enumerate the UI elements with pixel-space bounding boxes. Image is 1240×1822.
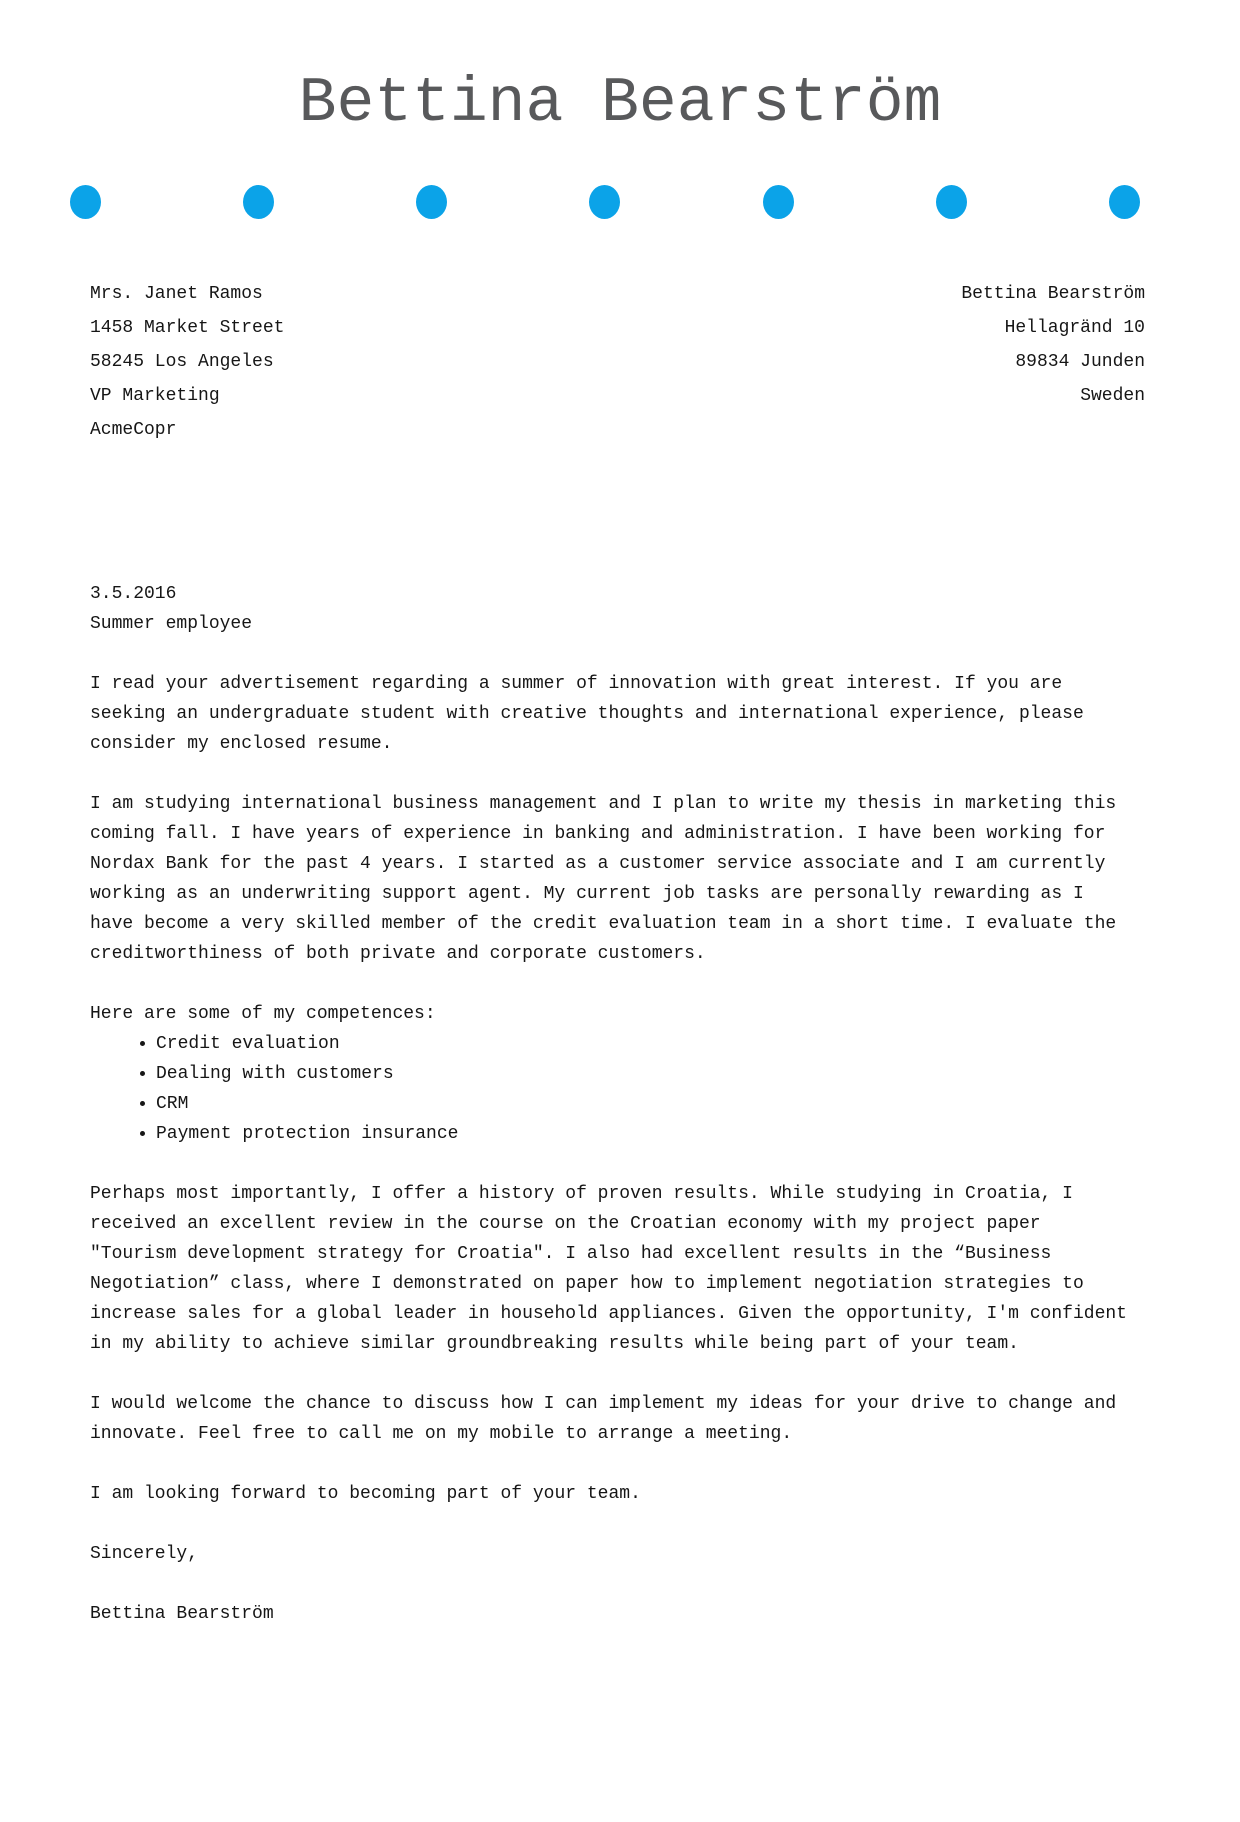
competence-item: • Credit evaluation [156,1029,1134,1059]
accent-dot [589,185,620,219]
letter-subject: Summer employee [90,614,253,634]
letter-paragraph: I read your advertisement regarding a summer of innovation with great interest. If you are seeking an undergraduate student with creative thoughts and international experience, please consider my enclosed resume. [90,674,1084,754]
competences-list [90,1029,1134,1149]
recipient-address [90,277,284,447]
page-title: Bettina Bearström [298,68,942,139]
sender-line: Hellagränd 10 [1004,318,1145,338]
accent-dot [243,185,274,219]
letter-paragraph: Perhaps most importantly, I offer a history of proven results. While studying in Croatia, I received an excellent review in the course on the Croatian economy with my project paper "Tourism development strategy for Croatia". I also had excellent results in the “Business Negotiation” class, where I demonstrated on paper how to implement negotiation strategies to increase sales for a global leader in household appliances. Given the opportunity, I'm confident in my ability to achieve similar groundbreaking results while being part of your team. [90,1184,1127,1354]
accent-dot [936,185,967,219]
letter-signoff: Sincerely, [90,1544,199,1564]
sender-line: Sweden [1080,386,1145,406]
accent-dot [1109,185,1140,219]
accent-dot [70,185,101,219]
letter-paragraph: I am studying international business management and I plan to write my thesis in marketing this coming fall. I have years of experience in banking and administration. I have been working for Nordax Bank for the past 4 years. I started as a customer service associate and I am currently working as an underwriting support agent. My current job tasks are personally rewarding as I have become a very skilled member of the credit evaluation team in a short time. I evaluate the creditworthiness of both private and corporate customers. [90,794,1117,964]
letter-date: 3.5.2016 [90,584,177,604]
recipient-line: VP Marketing [90,386,220,406]
sender-line: 89834 Junden [1015,352,1145,372]
competence-item: • Payment protection insurance [156,1119,1134,1149]
date-block [90,579,1134,639]
accent-dot [416,185,447,219]
cover-letter-page [0,68,1240,1822]
competences-intro: Here are some of my competences: [90,1004,436,1024]
sender-address [961,277,1145,447]
recipient-line: AcmeCopr [90,420,177,440]
dot-divider [70,185,1140,219]
letter-paragraph: I would welcome the chance to discuss how I can implement my ideas for your drive to change and innovate. Feel free to call me on my mobile to arrange a meeting. [90,1394,1117,1444]
competence-item: • CRM [156,1089,1134,1119]
letter-signature: Bettina Bearström [90,1604,274,1624]
accent-dot [763,185,794,219]
recipient-line: Mrs. Janet Ramos [90,284,263,304]
letter-body [90,579,1134,1629]
competence-item: • Dealing with customers [156,1059,1134,1089]
address-section [90,277,1145,447]
recipient-line: 1458 Market Street [90,318,285,338]
recipient-line: 58245 Los Angeles [90,352,274,372]
letter-paragraph: I am looking forward to becoming part of your team. [90,1484,641,1504]
sender-line: Bettina Bearström [961,284,1145,304]
